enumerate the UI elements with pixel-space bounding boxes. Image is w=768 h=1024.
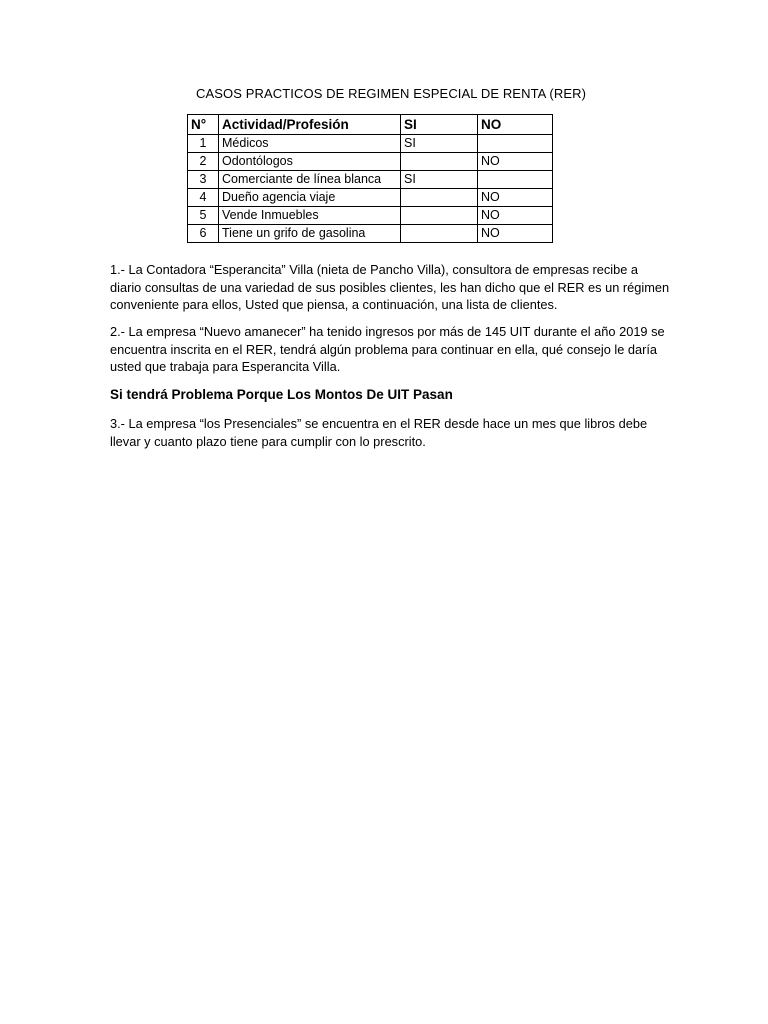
row-activity: Médicos [219,135,401,153]
header-no: NO [478,115,553,135]
row-si: SI [401,135,478,153]
question-3-paragraph: 3.- La empresa “los Presenciales” se encuentra en el RER desde hace un mes que libros debe llevar y cuanto plazo tiene para cumplir con lo prescrito. [110,416,648,449]
row-number: 2 [188,153,219,171]
header-si: SI [401,115,478,135]
row-activity: Comerciante de línea blanca [219,171,401,189]
row-no: NO [478,207,553,225]
table-row [188,135,553,153]
row-number: 6 [188,225,219,243]
question-2-answer: Si tendrá Problema Porque Los Montos De UIT Pasan [110,387,453,402]
question-1-paragraph: 1.- La Contadora “Esperancita” Villa (nieta de Pancho Villa), consultora de empresas recibe a diario consultas de una variedad de sus posibles clientes, les han dicho que el RER es un régimen conveniente para ellos, Usted que piensa, a continuación, una lista de clientes. [110,262,670,312]
row-number: 1 [188,135,219,153]
activities-table [187,114,553,243]
row-si [401,153,478,171]
row-activity: Tiene un grifo de gasolina [219,225,401,243]
header-number: N° [188,115,219,135]
row-no: NO [478,225,553,243]
row-si: SI [401,171,478,189]
row-no [478,171,553,189]
table-row [188,207,553,225]
row-si [401,189,478,207]
row-number: 4 [188,189,219,207]
row-no: NO [478,153,553,171]
header-activity: Actividad/Profesión [219,115,401,135]
row-number: 5 [188,207,219,225]
table-row [188,171,553,189]
document-title: CASOS PRACTICOS DE REGIMEN ESPECIAL DE RENTA (RER) [196,86,587,101]
table-row [188,189,553,207]
table-header-row [188,115,553,135]
row-no: NO [478,189,553,207]
row-si [401,225,478,243]
table-row [188,225,553,243]
row-activity: Vende Inmuebles [219,207,401,225]
question-2-paragraph: 2.- La empresa “Nuevo amanecer” ha tenido ingresos por más de 145 UIT durante el año 2019 se encuentra inscrita en el RER, tendrá algún problema para continuar en ella, qué consejo le daría usted que trabaja para Esperancita Villa. [110,324,665,374]
table-row [188,153,553,171]
row-number: 3 [188,171,219,189]
row-si [401,207,478,225]
row-activity: Dueño agencia viaje [219,189,401,207]
row-no [478,135,553,153]
row-activity: Odontólogos [219,153,401,171]
